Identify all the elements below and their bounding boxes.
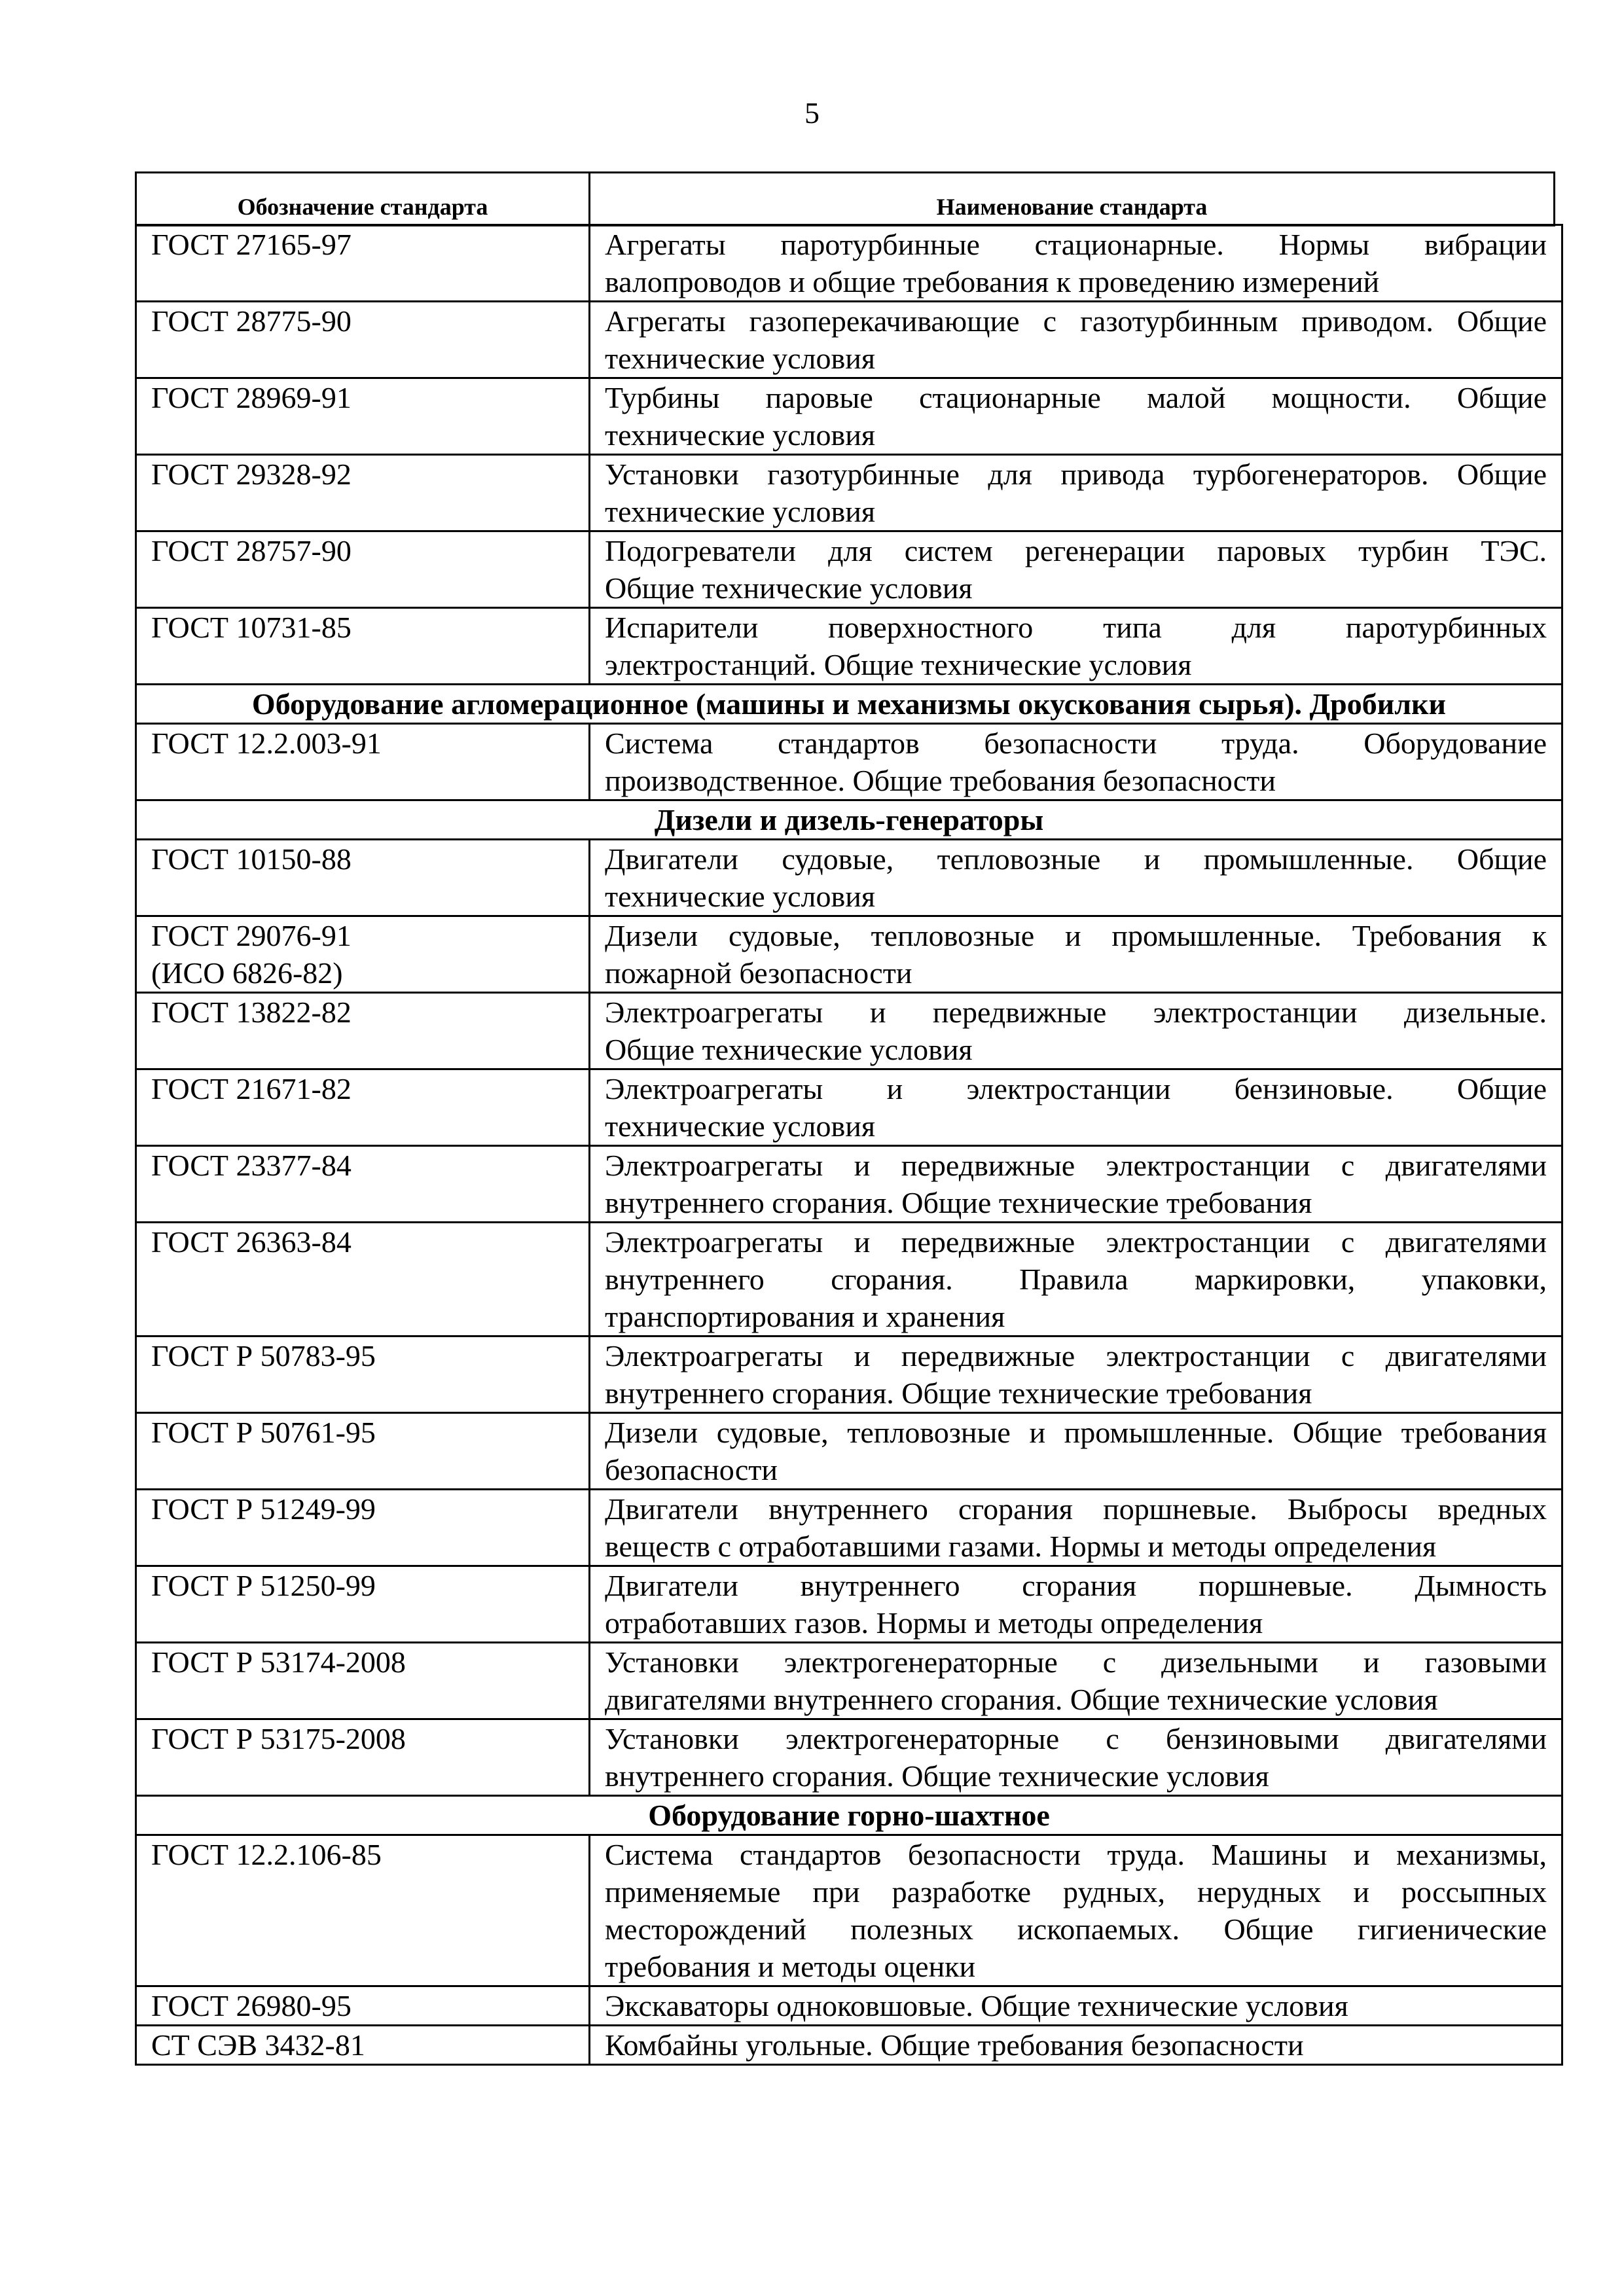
standard-name-line: Дизели судовые, тепловозные и промышленные. Общие требования	[605, 1416, 1547, 1449]
standard-name-line: Двигатели внутреннего сгорания поршневые. Дымность	[605, 1569, 1547, 1602]
standard-code: ГОСТ 28775-90	[136, 302, 590, 378]
table-row	[136, 531, 1562, 608]
standard-code: ГОСТ 23377-84	[136, 1146, 590, 1223]
standard-name-line: Дизели судовые, тепловозные и промышленные. Требования к	[605, 919, 1547, 952]
table-row	[136, 1490, 1562, 1566]
standard-code: ГОСТ Р 50761-95	[136, 1413, 590, 1490]
standard-name-line: отработавших газов. Нормы и методы определения	[605, 1606, 1263, 1640]
header-name: Наименование стандарта	[590, 173, 1555, 226]
standard-name	[590, 455, 1562, 531]
standard-code: ГОСТ 10731-85	[136, 608, 590, 685]
standard-name-line: Двигатели судовые, тепловозные и промышленные. Общие	[605, 842, 1547, 876]
table-row	[136, 455, 1562, 531]
standard-name-line: Турбины паровые стационарные малой мощности. Общие	[605, 381, 1547, 414]
standard-name-line: Двигатели внутреннего сгорания поршневые. Выбросы вредных	[605, 1492, 1547, 1526]
table-row	[136, 1643, 1562, 1719]
table-row	[136, 724, 1562, 800]
standard-code: ГОСТ 26980-95	[136, 1986, 590, 2026]
standard-name-line: Установки газотурбинные для привода турбогенераторов. Общие	[605, 457, 1547, 491]
standard-name-line: внутреннего сгорания. Общие технические требования	[605, 1376, 1312, 1410]
standards-table-header	[135, 171, 1555, 226]
standard-name-line: технические условия	[605, 342, 876, 375]
standard-name-line: производственное. Общие требования безопасности	[605, 764, 1276, 797]
standard-name-line: Общие технические условия	[605, 571, 973, 605]
standard-name	[590, 1146, 1562, 1223]
standard-name-line: месторождений полезных ископаемых. Общие гигиенические	[605, 1912, 1547, 1946]
table-row	[136, 378, 1562, 455]
standard-name	[590, 225, 1562, 302]
standard-name	[590, 1069, 1562, 1146]
standard-name-line: внутреннего сгорания. Правила маркировки, упаковки,	[605, 1263, 1547, 1296]
standard-code: ГОСТ 12.2.106-85	[136, 1835, 590, 1986]
standard-name	[590, 1566, 1562, 1643]
standard-name-line: Агрегаты газоперекачивающие с газотурбинным приводом. Общие	[605, 304, 1547, 338]
standard-code: ГОСТ Р 50783-95	[136, 1336, 590, 1413]
standard-name-line: технические условия	[605, 1109, 876, 1143]
standard-name-line: Электроагрегаты и передвижные электростанции дизельные.	[605, 996, 1547, 1029]
standard-name	[590, 916, 1562, 993]
standard-code: ГОСТ Р 51249-99	[136, 1490, 590, 1566]
standard-code: ГОСТ 12.2.003-91	[136, 724, 590, 800]
standard-name	[590, 1490, 1562, 1566]
standard-code: ГОСТ 27165-97	[136, 225, 590, 302]
standard-name-line: Установки электрогенераторные с бензиновыми двигателями	[605, 1722, 1547, 1755]
standard-name-line: Электроагрегаты и передвижные электростанции с двигателями	[605, 1149, 1547, 1182]
section-row	[136, 1796, 1562, 1835]
standard-name	[590, 1336, 1562, 1413]
section-row	[136, 685, 1562, 724]
standard-name	[590, 1643, 1562, 1719]
table-row	[136, 608, 1562, 685]
standard-name-line: технические условия	[605, 495, 876, 528]
standard-name-line: Электроагрегаты и электростанции бензиновые. Общие	[605, 1072, 1547, 1105]
standard-code: ГОСТ 10150-88	[136, 840, 590, 916]
standards-table-body	[136, 225, 1562, 2065]
standard-code: ГОСТ 21671-82	[136, 1069, 590, 1146]
standards-table	[135, 224, 1563, 2066]
standard-code: СТ СЭВ 3432-81	[136, 2026, 590, 2065]
table-row	[136, 1223, 1562, 1336]
standard-name-line: веществ с отработавшими газами. Нормы и методы определения	[605, 1530, 1437, 1563]
standard-code: ГОСТ Р 51250-99	[136, 1566, 590, 1643]
standard-code: ГОСТ 26363-84	[136, 1223, 590, 1336]
standard-name-line: Установки электрогенераторные с дизельными и газовыми	[605, 1645, 1547, 1679]
section-title: Оборудование горно-шахтное	[136, 1796, 1562, 1835]
standard-name-line: внутреннего сгорания. Общие технические требования	[605, 1186, 1312, 1219]
table-row	[136, 1566, 1562, 1643]
table-row	[136, 1719, 1562, 1796]
standard-name-line: технические условия	[605, 880, 876, 913]
standard-name	[590, 1719, 1562, 1796]
standard-name-line: Электроагрегаты и передвижные электростанции с двигателями	[605, 1339, 1547, 1372]
standard-name-line: Комбайны угольные. Общие требования безопасности	[605, 2028, 1304, 2062]
standard-code: ГОСТ 29328-92	[136, 455, 590, 531]
standard-name-line: электростанций. Общие технические условия	[605, 648, 1192, 681]
standard-name-line: требования и методы оценки	[605, 1950, 976, 1983]
table-row	[136, 916, 1562, 993]
standard-name	[590, 302, 1562, 378]
standard-name-line: Система стандартов безопасности труда. Оборудование	[605, 726, 1547, 760]
standard-name	[590, 840, 1562, 916]
section-title: Оборудование агломерационное (машины и механизмы окускования сырья). Дробилки	[136, 685, 1562, 724]
standard-name-line: Электроагрегаты и передвижные электростанции с двигателями	[605, 1225, 1547, 1259]
standard-name-line: применяемые при разработке рудных, нерудных и россыпных	[605, 1875, 1547, 1909]
table-row	[136, 1069, 1562, 1146]
page-number: 5	[804, 96, 820, 130]
standard-name-line: Подогреватели для систем регенерации паровых турбин ТЭС.	[605, 534, 1547, 567]
standard-name-line: Агрегаты паротурбинные стационарные. Нормы вибрации	[605, 228, 1547, 261]
standard-name-line: транспортирования и хранения	[605, 1300, 1005, 1333]
standard-name-line: внутреннего сгорания. Общие технические условия	[605, 1759, 1269, 1793]
standard-name-line: технические условия	[605, 418, 876, 452]
standard-name-line: Общие технические условия	[605, 1033, 973, 1066]
standard-name	[590, 1223, 1562, 1336]
standard-code: ГОСТ 29076-91 (ИСО 6826-82)	[136, 916, 590, 993]
standard-name	[590, 2026, 1562, 2065]
standard-name-line: пожарной безопасности	[605, 956, 912, 990]
standard-code: ГОСТ 28757-90	[136, 531, 590, 608]
table-row	[136, 225, 1562, 302]
table-row	[136, 1336, 1562, 1413]
standard-code: ГОСТ Р 53175-2008	[136, 1719, 590, 1796]
header-designation: Обозначение стандарта	[136, 173, 590, 226]
standard-name-line: Система стандартов безопасности труда. Машины и механизмы,	[605, 1838, 1547, 1871]
standard-name	[590, 1835, 1562, 1986]
standard-name	[590, 608, 1562, 685]
standard-name	[590, 1986, 1562, 2026]
table-row	[136, 1835, 1562, 1986]
section-row	[136, 800, 1562, 840]
standard-code: ГОСТ 13822-82	[136, 993, 590, 1069]
section-title: Дизели и дизель-генераторы	[136, 800, 1562, 840]
standard-name-line: двигателями внутреннего сгорания. Общие технические условия	[605, 1683, 1438, 1716]
standard-name	[590, 378, 1562, 455]
standard-code: ГОСТ 28969-91	[136, 378, 590, 455]
standard-name	[590, 724, 1562, 800]
standard-name-line: безопасности	[605, 1453, 778, 1486]
table-row	[136, 840, 1562, 916]
table-row	[136, 993, 1562, 1069]
standard-name	[590, 993, 1562, 1069]
standard-code: ГОСТ Р 53174-2008	[136, 1643, 590, 1719]
standard-name	[590, 1413, 1562, 1490]
standard-name-line: Экскаваторы одноковшовые. Общие технические условия	[605, 1989, 1348, 2022]
table-row	[136, 302, 1562, 378]
table-row	[136, 1413, 1562, 1490]
table-row	[136, 1986, 1562, 2026]
standard-name	[590, 531, 1562, 608]
table-row	[136, 1146, 1562, 1223]
standard-name-line: валопроводов и общие требования к проведению измерений	[605, 265, 1380, 298]
standard-name-line: Испарители поверхностного типа для паротурбинных	[605, 611, 1547, 644]
table-row	[136, 2026, 1562, 2065]
